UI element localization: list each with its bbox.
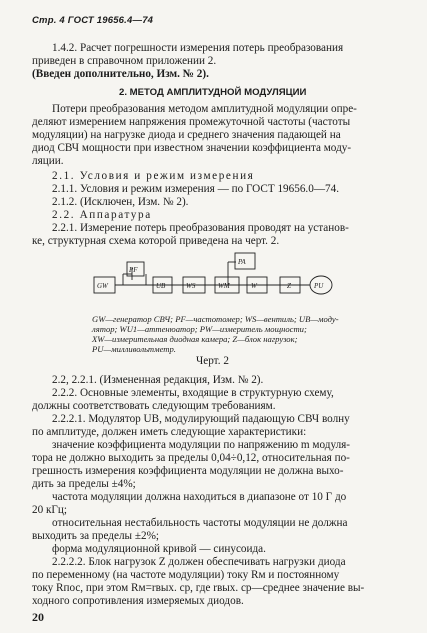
amendment-line: 2.2, 2.2.1. (Измененная редакция, Изм. № 2). — [52, 374, 264, 386]
section-heading: 2. МЕТОД АМПЛИТУДНОЙ МОДУЛЯЦИИ — [119, 87, 307, 98]
diagram-caption-line: лятор; WU1—аттенюатор; PW—измеритель мощности; — [92, 324, 307, 334]
paragraph-line: 2.2.1. Измерение потерь преобразования проводят на установ- — [52, 222, 349, 234]
paragraph-line: значение коэффициента модуляции по напряжению m модуля- — [52, 439, 351, 451]
paragraph-line: 2.1.2. (Исключен, Изм. № 2). — [52, 196, 189, 208]
block-pf-label: PF — [129, 266, 138, 274]
paragraph-line: по амплитуде, должен иметь следующие характеристики: — [32, 426, 307, 438]
diagram-caption-line: XW—измерительная диодная камера; Z—блок нагрузок; — [92, 334, 298, 344]
block-pu-label: PU — [314, 282, 324, 290]
block-pf — [127, 262, 144, 276]
block-z-label: Z — [287, 282, 291, 290]
page-number: 20 — [32, 610, 44, 624]
paragraph-line: ке, структурная схема которой приведена на черт. 2. — [32, 235, 280, 247]
amendment-note: (Введен дополнительно, Изм. № 2). — [32, 68, 209, 80]
block-ub-label: UB — [156, 282, 166, 290]
paragraph-line: должны соответствовать следующим требованиям. — [32, 400, 276, 412]
paragraph-line: грешность измерения коэффициента модуляции не должна выхо- — [32, 465, 344, 477]
paragraph-line: 2.1.1. Условия и режим измерения — по ГОСТ 19656.0—74. — [52, 183, 339, 195]
block-pa — [235, 253, 255, 269]
paragraph-line: ляции. — [32, 155, 64, 167]
block-gw — [94, 277, 115, 293]
paragraph-line: 20 кГц; — [32, 504, 67, 516]
paragraph-line: ходного сопротивления измеряемых диодов. — [32, 595, 244, 607]
paragraph-line: дить за пределы ±4%; — [32, 478, 136, 490]
diagram-caption-line: PU—милливольтметр. — [92, 344, 176, 354]
block-w-label: W — [251, 282, 257, 290]
paragraph-line: выходить за пределы ±2%; — [32, 530, 160, 542]
block-ws-label: WS — [186, 282, 196, 290]
subsection-heading: 2.2. Аппаратура — [52, 209, 152, 221]
paragraph-line: форма модуляционной кривой — синусоида. — [52, 543, 266, 555]
figure-label: Черт. 2 — [196, 355, 229, 367]
page-header: Стр. 4 ГОСТ 19656.4—74 — [32, 15, 154, 26]
paragraph-line: приведен в справочном приложении 2. — [32, 55, 217, 67]
block-gw-label: GW — [97, 282, 108, 290]
subsection-heading: 2.1. Условия и режим измерения — [52, 170, 255, 182]
paragraph-line: модуляции) на нагрузке диода и среднего значения падающей на — [32, 129, 341, 141]
paragraph-line: относительная нестабильность частоты модуляции не должна — [52, 517, 348, 529]
paragraph-line: Потери преобразования методом амплитудной модуляции опре- — [52, 103, 357, 115]
block-wm-label: WM — [218, 282, 230, 290]
paragraph-line: 2.2.2.2. Блок нагрузок Z должен обеспечивать нагрузки диода — [52, 556, 346, 568]
block-pu — [310, 276, 332, 294]
diagram-caption-line: GW—генератор СВЧ; PF—частотомер; WS—вентиль; UB—моду- — [92, 314, 339, 324]
paragraph-line: диод СВЧ мощности при известном значении коэффициента моду- — [32, 142, 352, 154]
paragraph-line: 2.2.2.1. Модулятор UB, модулирующий падающую СВЧ волну — [52, 413, 350, 425]
paragraph-line: по переменному (на частоте модуляции) току Rм и постоянному — [32, 569, 340, 581]
block-pa-label: PA — [238, 258, 246, 266]
paragraph-line: току Rпос, при этом Rм=rвых. ср, где rвых. ср—среднее значение вы- — [32, 582, 365, 594]
paragraph-line: 1.4.2. Расчет погрешности измерения потерь преобразования — [52, 42, 344, 54]
paragraph-line: 2.2.2. Основные элементы, входящие в структурную схему, — [52, 387, 334, 399]
paragraph-line: тора не должно выходить за пределы 0,04÷0,12, относительная по- — [32, 452, 350, 464]
paragraph-line: частота модуляции должна находиться в диапазоне от 10 Г до — [52, 491, 347, 503]
paragraph-line: деляют измерением напряжения промежуточной частоты (частоты — [32, 116, 351, 128]
